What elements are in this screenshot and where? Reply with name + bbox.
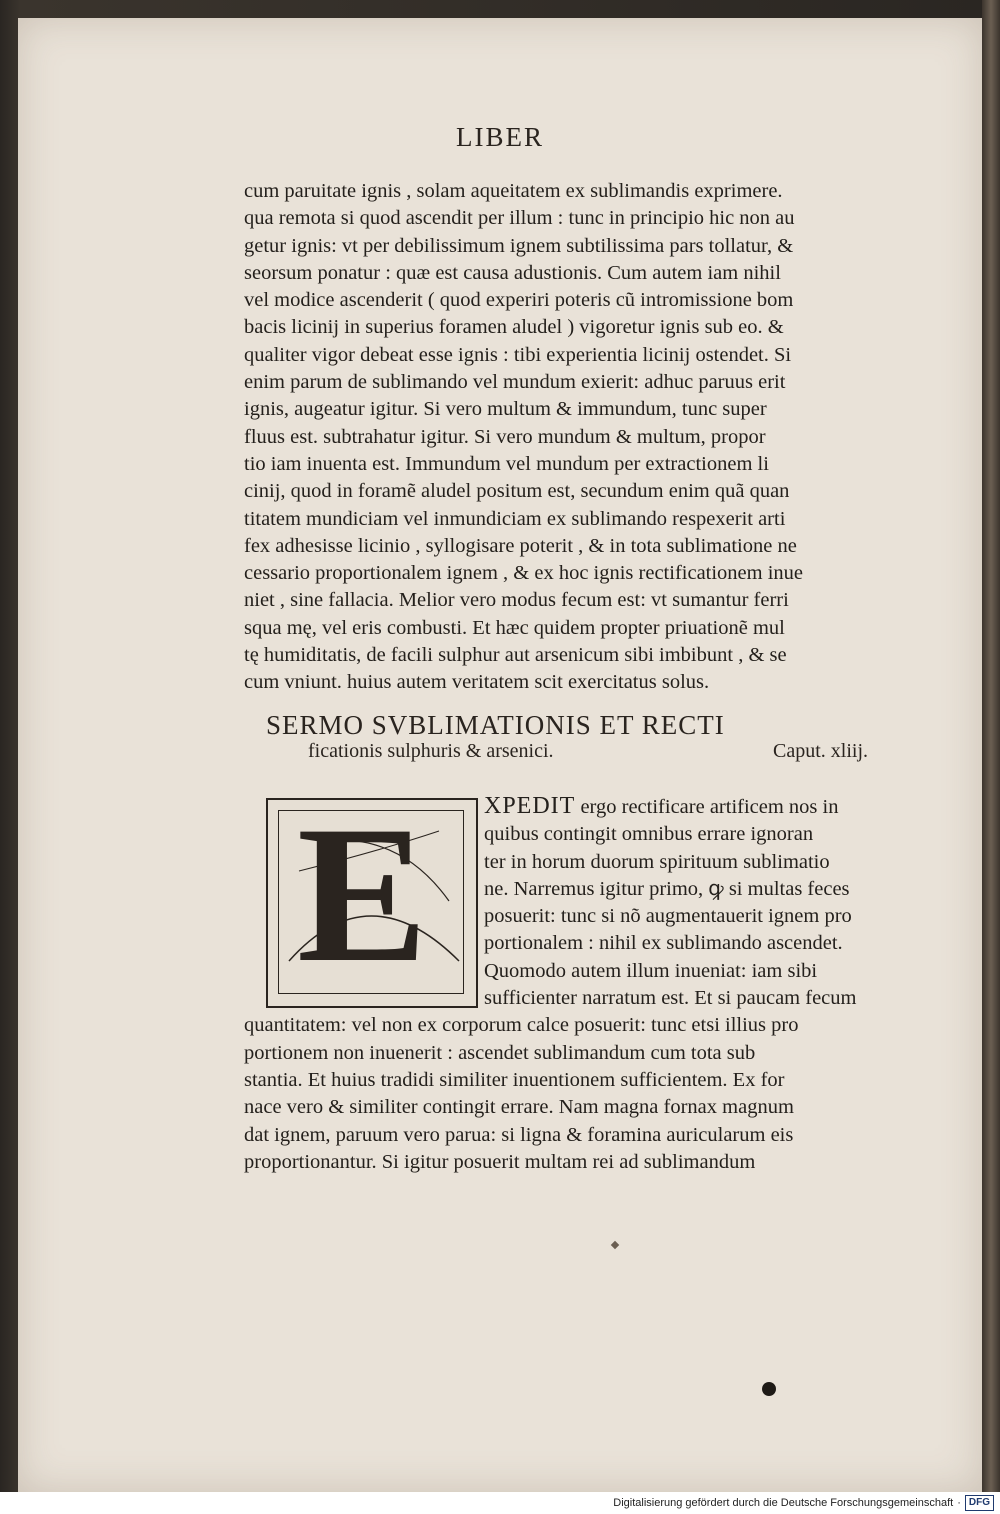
text-line: tio iam inuenta est. Immundum vel mundum per extractionem li — [244, 452, 769, 475]
text-line: titatem mundiciam vel inmundiciam ex sublimando respexerit arti — [244, 507, 786, 530]
text-line: quibus contingit omnibus errare ignoran — [484, 823, 814, 846]
initial-letter: E — [297, 786, 428, 1003]
dfg-logo-icon: DFG — [965, 1495, 994, 1511]
text-line: proportionantur. Si igitur posuerit multam rei ad sublimandum — [244, 1150, 756, 1173]
text-line: quantitatem: vel non ex corporum calce posuerit: tunc etsi illius pro — [244, 1014, 799, 1037]
text-line — [244, 793, 916, 821]
section-heading: SERMO SVBLIMATIONIS ET RECTI — [266, 710, 725, 740]
book-page — [18, 18, 982, 1492]
text-line: nace vero & similiter contingit errare. Nam magna fornax magnum — [244, 1096, 794, 1119]
text-line: ter in horum duorum spirituum sublimatio — [484, 850, 830, 873]
text-line: stantia. Et huius tradidi similiter inuentionem sufficientem. Ex for — [244, 1068, 785, 1091]
text-line: qua remota si quod ascendit per illum : tunc in principio hic non au — [244, 207, 795, 230]
text-line: fex adhesisse licinio , syllogisare poterit , & in tota sublimatione ne — [244, 534, 797, 557]
text-line: getur ignis: vt per debilissimum ignem subtilissima pars tollatur, & — [244, 234, 794, 257]
text-line: portionalem : nihil ex sublimando ascendet. — [484, 932, 843, 955]
running-head: LIBER — [456, 122, 544, 152]
text-line: cinij, quod in foramẽ aludel positum est, secundum enim quã quan — [244, 480, 790, 503]
body-text — [244, 178, 904, 697]
text-line: dat ignem, paruum vero parua: si ligna & foramina auricularum eis — [244, 1123, 794, 1146]
ink-dot — [762, 1382, 776, 1396]
text-line: cum vniunt. huius autem veritatem scit exercitatus solus. — [244, 671, 710, 694]
text-line: sufficienter narratum est. Et si paucam fecum — [484, 987, 857, 1010]
text-line: posuerit: tunc si nõ augmentauerit ignem pro — [484, 905, 852, 928]
text-line: vel modice ascenderit ( quod experiri poteris cũ intromissione bom — [244, 289, 794, 312]
text-line: cum paruitate ignis , solam aqueitatem ex sublimandis exprimere. — [244, 180, 783, 202]
text-line: qualiter vigor debeat esse ignis : tibi experientia licinij ostendet. Si — [244, 343, 792, 366]
text-line: seorsum ponatur : quæ est causa adustionis. Cum autem iam nihil — [244, 261, 781, 284]
chapter-subheading — [308, 740, 868, 763]
text-line-rest: ergo rectificare artificem nos in — [575, 796, 839, 818]
paragraph-two — [244, 786, 916, 1176]
dropcap-word: XPEDIT — [484, 793, 576, 819]
footer-credit: Digitalisierung gefördert durch die Deutsche Forschungsgemeinschaft — [613, 1497, 954, 1509]
text-line: niet , sine fallacia. Melior vero modus fecum est: vt sumantur ferri — [244, 589, 789, 612]
text-line: enim parum de sublimando vel mundum exierit: adhuc paruus erit — [244, 371, 786, 394]
chapter-number: Caput. xliij. — [773, 740, 868, 762]
book-spine — [982, 0, 1000, 1492]
text-line: ne. Narremus igitur primo, ꝙ si multas feces — [484, 877, 850, 900]
text-line: bacis licinij in superius foramen aludel ) vigoretur ignis sub eo. & — [244, 316, 784, 339]
text-line: tę humiditatis, de facili sulphur aut arsenicum sibi imbibunt , & se — [244, 644, 787, 667]
text-line: fluus est. subtrahatur igitur. Si vero mundum & multum, propor — [244, 425, 766, 448]
subheading-title: ficationis sulphuris & arsenici. — [308, 740, 554, 762]
text-line: ignis, augeatur igitur. Si vero multum & immundum, tunc super — [244, 398, 767, 421]
text-line: portionem non inuenerit : ascendet sublimandum cum tota sub — [244, 1041, 756, 1064]
text-line: squa mę, vel eris combusti. Et hæc quidem propter priuationẽ mul — [244, 616, 785, 639]
digitization-footer: Digitalisierung gefördert durch die Deutsche Forschungsgemeinschaft · DFG — [0, 1492, 1000, 1514]
ink-speck — [611, 1241, 619, 1249]
text-line: cessario proportionalem ignem , & ex hoc ignis rectificationem inue — [244, 562, 804, 585]
text-line: Quomodo autem illum inueniat: iam sibi — [484, 959, 818, 982]
